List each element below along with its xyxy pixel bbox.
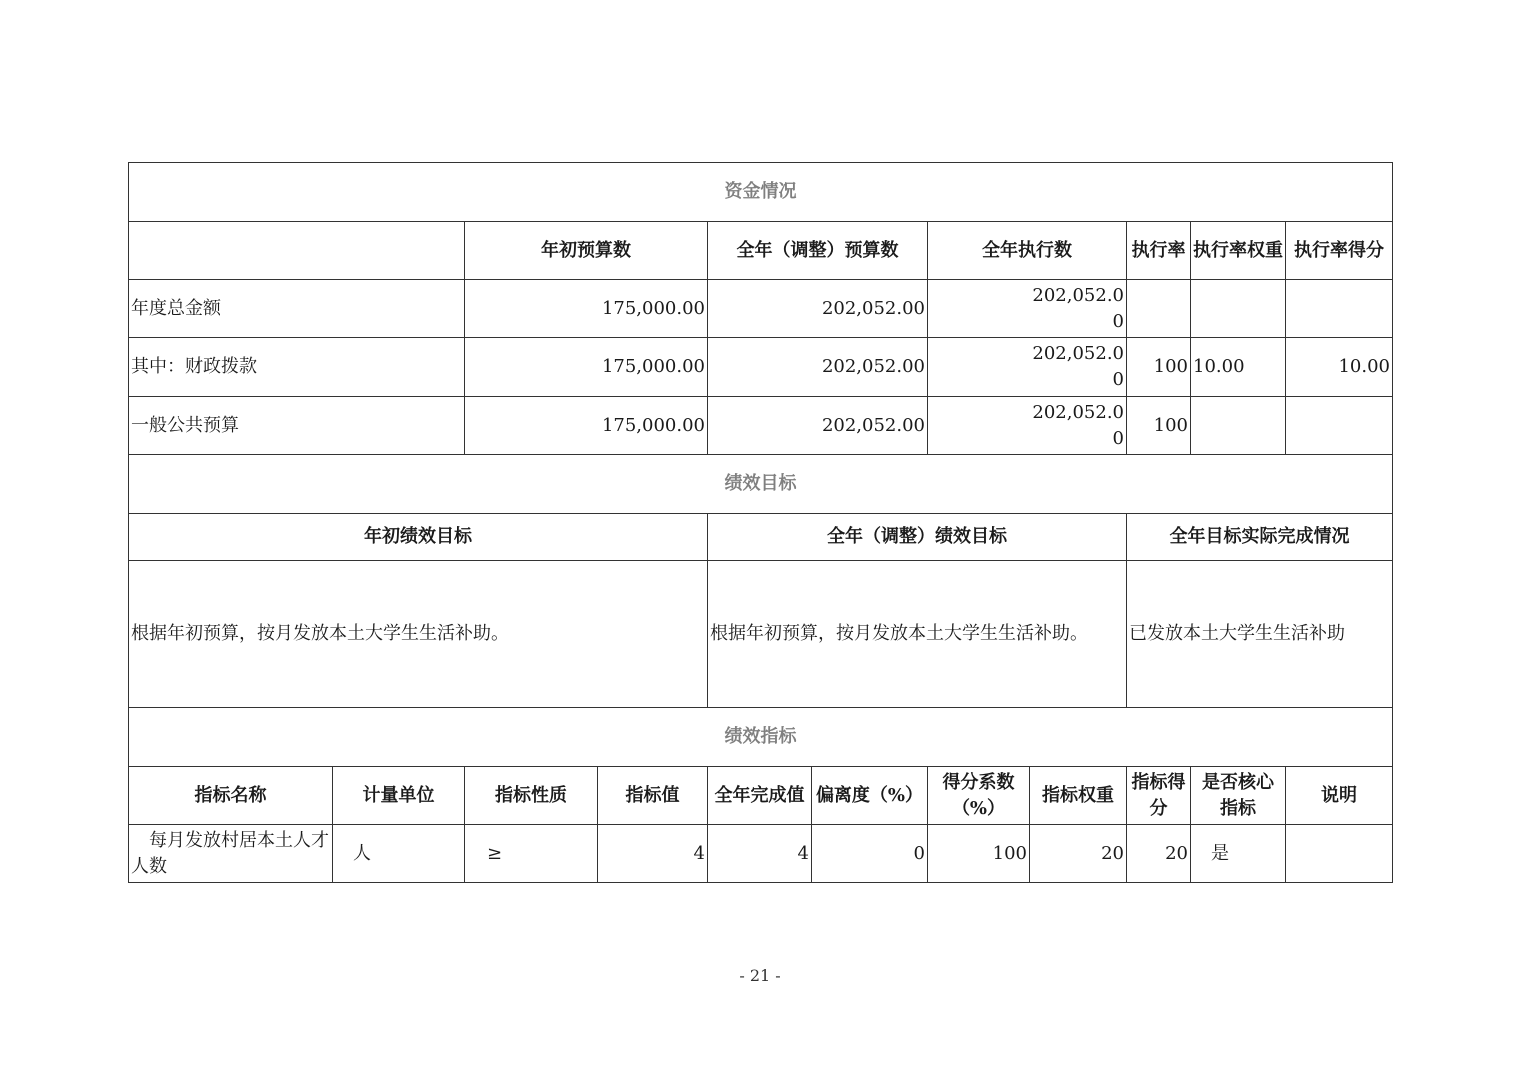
ind-header-name: 指标名称 [129,767,333,825]
ind-row-unit: 人 [333,825,465,883]
ind-row-weight: 20 [1030,825,1127,883]
funds-row-score [1286,397,1393,455]
funds-row-rate [1127,280,1191,338]
goals-adjusted-text: 根据年初预算，按月发放本土大学生生活补助。 [708,561,1127,708]
page-number: - 21 - [739,966,781,985]
ind-header-score: 指标得分 [1127,767,1191,825]
goals-initial-text: 根据年初预算，按月发放本土大学生生活补助。 [129,561,708,708]
goals-section-title: 绩效目标 [129,455,1393,514]
ind-row-coefficient: 100 [928,825,1030,883]
funds-header-rate: 执行率 [1127,222,1191,280]
funds-row [129,280,1393,338]
performance-table [128,162,1393,883]
funds-row-rate: 100 [1127,338,1191,397]
ind-header-core: 是否核心指标 [1191,767,1286,825]
funds-row-initial: 175,000.00 [465,280,708,338]
ind-header-completed: 全年完成值 [708,767,812,825]
ind-row-core: 是 [1191,825,1286,883]
funds-row-weight [1191,280,1286,338]
ind-header-unit: 计量单位 [333,767,465,825]
ind-row-name: 每月发放村居本土人才人数 [129,825,333,883]
ind-header-note: 说明 [1286,767,1393,825]
funds-row [129,397,1393,455]
ind-header-nature: 指标性质 [465,767,598,825]
ind-header-coefficient: 得分系数（%） [928,767,1030,825]
funds-row-rate: 100 [1127,397,1191,455]
funds-row-executed: 202,052.00 [928,280,1127,338]
funds-row-adjusted: 202,052.00 [708,397,928,455]
funds-row-label: 一般公共预算 [129,397,465,455]
funds-row-adjusted: 202,052.00 [708,280,928,338]
funds-row [129,338,1393,397]
funds-section-title: 资金情况 [129,163,1393,222]
funds-row-score [1286,280,1393,338]
ind-row-value: 4 [598,825,708,883]
funds-header-score: 执行率得分 [1286,222,1393,280]
funds-header-blank [129,222,465,280]
indicator-row [129,825,1393,883]
funds-header-weight: 执行率权重 [1191,222,1286,280]
ind-row-deviation: 0 [812,825,928,883]
goals-header-adjusted: 全年（调整）绩效目标 [708,514,1127,561]
ind-row-score: 20 [1127,825,1191,883]
ind-header-weight: 指标权重 [1030,767,1127,825]
funds-header-adjusted: 全年（调整）预算数 [708,222,928,280]
ind-header-value: 指标值 [598,767,708,825]
funds-row-weight: 10.00 [1191,338,1286,397]
goals-header-initial: 年初绩效目标 [129,514,708,561]
goals-header-actual: 全年目标实际完成情况 [1127,514,1393,561]
funds-row-label: 年度总金额 [129,280,465,338]
funds-row-label: 其中：财政拨款 [129,338,465,397]
ind-row-note [1286,825,1393,883]
ind-row-completed: 4 [708,825,812,883]
funds-row-weight [1191,397,1286,455]
ind-row-nature: ≥ [465,825,598,883]
indicators-section-title: 绩效指标 [129,708,1393,767]
funds-header-initial: 年初预算数 [465,222,708,280]
funds-header-executed: 全年执行数 [928,222,1127,280]
ind-header-deviation: 偏离度（%） [812,767,928,825]
funds-row-initial: 175,000.00 [465,397,708,455]
funds-row-score: 10.00 [1286,338,1393,397]
funds-row-executed: 202,052.00 [928,397,1127,455]
funds-row-executed: 202,052.00 [928,338,1127,397]
funds-row-initial: 175,000.00 [465,338,708,397]
goals-actual-text: 已发放本土大学生生活补助 [1127,561,1393,708]
funds-row-adjusted: 202,052.00 [708,338,928,397]
